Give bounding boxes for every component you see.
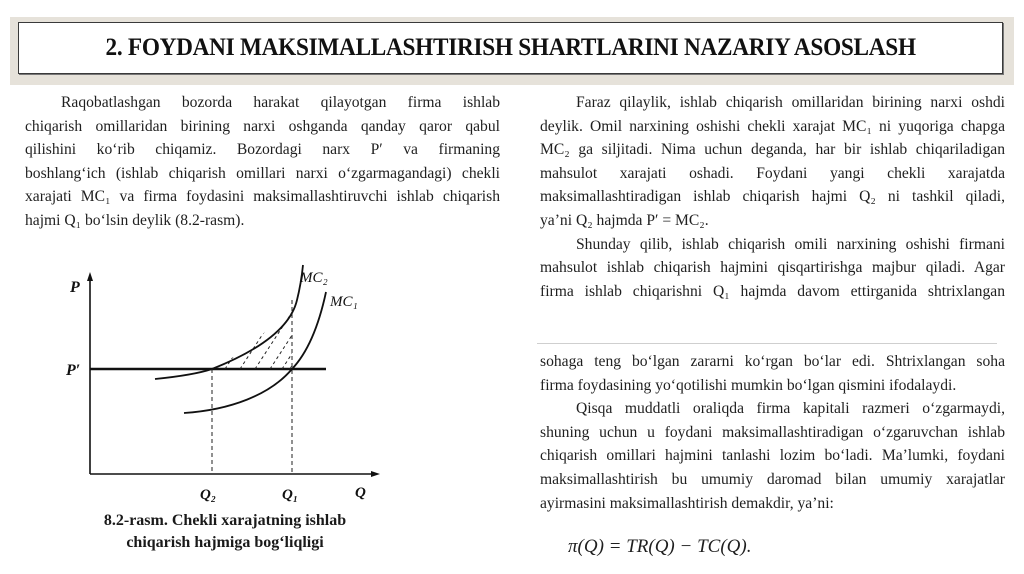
text-line: Qisqa muddatli oraliqda firma kapitali razmeri o‘zgarmaydi, [576, 400, 1005, 418]
section-divider [537, 343, 997, 344]
left-text-column [25, 91, 500, 233]
slide-title-box [18, 22, 1003, 74]
figure-caption [60, 510, 390, 554]
text-line: chiqarish omillari hajmini tanlashi lozim bo‘ladi. Ma’lumki, foydani [540, 447, 1005, 465]
caption-line-2: chiqarish hajmiga bog‘liqligi [126, 534, 324, 551]
right-text-column-bottom [540, 350, 1005, 515]
text-line: mahsulot xarajati oshadi. Foydani yangi chekli xarajatda [540, 164, 1005, 182]
price-label: P′ [66, 362, 81, 379]
text-line: maksimallashtiradigan ishlab chiqarish hajmi Q₂ ni tashkil qiladi, [540, 188, 1005, 206]
text-line: sohaga teng bo‘lgan zararni ko‘rgan bo‘lar edi. Shtrixlangan soha [540, 353, 1005, 370]
text-line: hajmi Q₁ bo‘lsin deylik (8.2-rasm). [25, 211, 245, 229]
mc2-curve [155, 265, 303, 379]
y-axis-label: P [70, 279, 80, 296]
text-line: shuning uchun u foydani maksimallashtiradigan o‘zgaruvchan ishlab [540, 423, 1005, 441]
text-line: qilishini ko‘rib chiqamiz. Bozordagi narx P′ va firmaning [25, 141, 500, 159]
mc2-label: MC₂ [300, 270, 328, 286]
caption-line-1: 8.2-rasm. Chekli xarajatning ishlab [103, 512, 347, 529]
text-line: maksimallashtirish bu umumiy daromad bilan umumiy xarajatlar [540, 470, 1005, 488]
text-line: deylik. Omil narxining oshishi chekli xarajat MC₁ ni yuqoriga chapga [540, 117, 1005, 135]
text-line: firma foydasining yo‘qotilishi mumkin bo‘lgan qismini ifodalaydi. [540, 376, 957, 394]
q1-label: Q₁ [282, 487, 299, 503]
profit-formula: π(Q) = TR(Q) − TC(Q). [568, 536, 752, 557]
right-text-column-top [540, 91, 1005, 303]
text-line: xarajati MC₁ va firma foydasini maksimallashtiruvchi ishlab chiqarish [25, 188, 500, 206]
slide-title: 2. FOYDANI MAKSIMALLASHTIRISH SHARTLARINI NAZARIY ASOSLASH [105, 34, 916, 61]
text-line: Shunday qilib, ishlab chiqarish omili narxining oshishi firmani [576, 235, 1005, 253]
text-line: firma ishlab chiqarishni Q₁ hajmda davom ettirganida shtrixlangan [540, 282, 1005, 300]
text-line: mahsulot ishlab chiqarish hajmini qisqartirishga majbur qiladi. Agar [540, 259, 1005, 277]
x-axis-arrow-icon [371, 471, 380, 477]
text-line: ya’ni Q₂ hajmda P′ = MC₂. [540, 211, 709, 229]
q2-label: Q₂ [200, 487, 217, 503]
text-line: ayirmasini maksimallashtirish demakdir, ya’ni: [540, 494, 834, 512]
text-line: MC₂ ga siljitadi. Nima uchun deganda, har bir ishlab chiqariladigan [540, 141, 1005, 159]
marginal-cost-figure [40, 255, 400, 515]
mc1-curve [184, 292, 326, 413]
x-axis-label: Q [355, 485, 366, 501]
text-line: Faraz qilaylik, ishlab chiqarish omillaridan birining narxi oshdi [576, 94, 1005, 111]
text-line: chiqarish omillaridan birining narxi oshganda qanday qaror qabul [25, 117, 500, 135]
mc1-label: MC₁ [330, 294, 358, 310]
text-line: boshlang‘ich (ishlab chiqarish omillari narxi o‘zgarmagandagi) chekli [25, 164, 500, 182]
y-axis-arrow-icon [87, 272, 93, 281]
text-line: Raqobatlashgan bozorda harakat qilayotgan firma ishlab [61, 94, 500, 111]
